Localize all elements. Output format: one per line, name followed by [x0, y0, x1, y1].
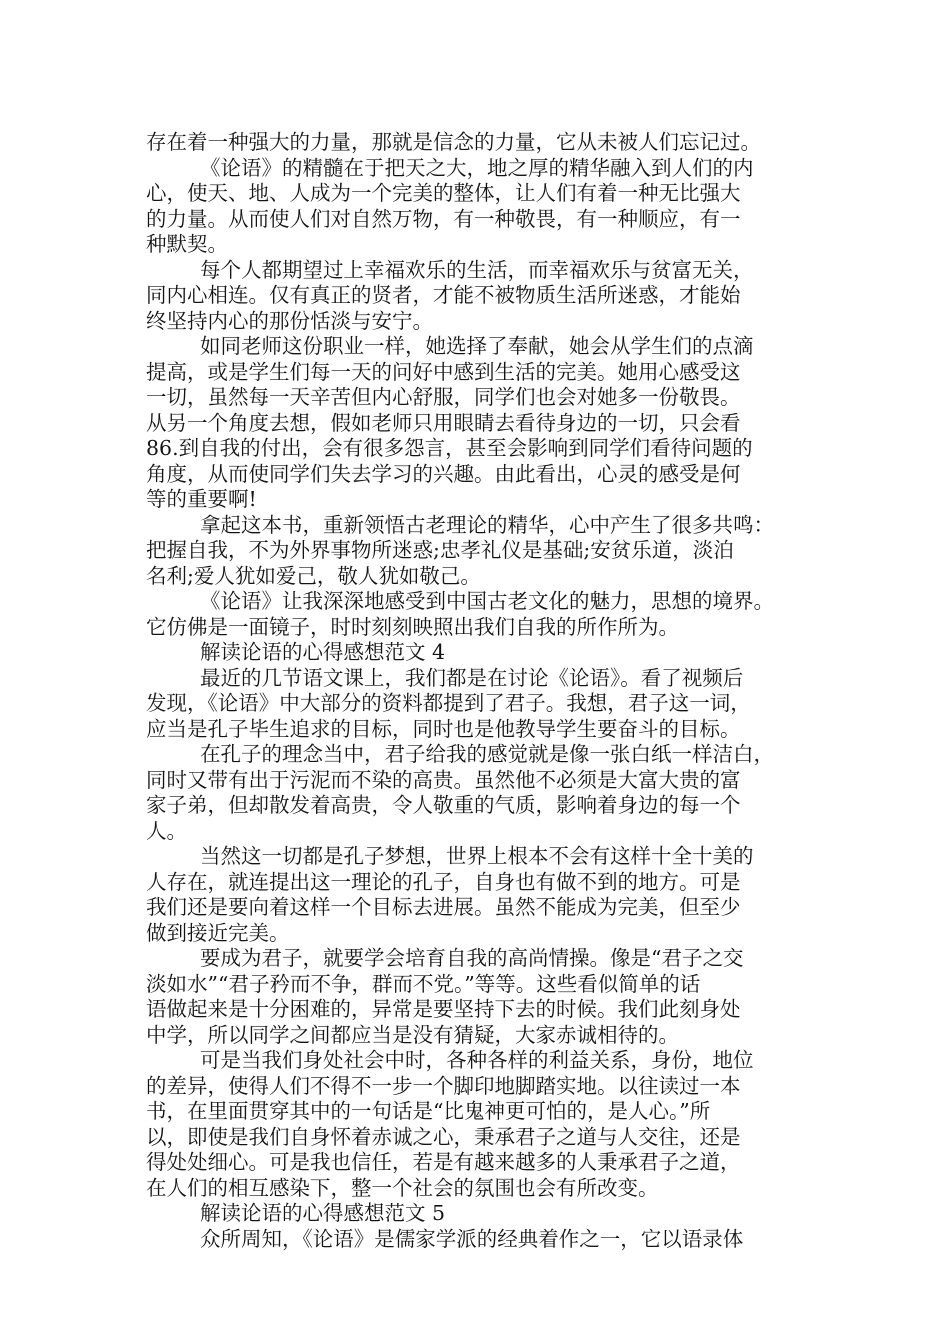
text-line: 86.到自我的付出，会有很多怨言，甚至会影响到同学们看待问题的 [146, 436, 753, 460]
text-line: 人。 [146, 818, 187, 843]
text-line: 心，使天、地、人成为一个完美的整体，让人们有着一种无比强大 [146, 181, 741, 205]
text-line: 书，在里面贯穿其中的一句话是“比鬼神更可怕的，是人心。”所 [146, 1099, 711, 1123]
text-line: 淡如水”“君子矜而不争，群而不党。”等等。这些看似简单的话 [146, 971, 701, 996]
text-line: 人存在，就连提出这一理论的孔子，自身也有做不到的地方。可是 [146, 869, 741, 894]
text-line: 同内心相连。仅有真正的贤者，才能不被物质生活所迷惑，才能始 [146, 283, 741, 307]
text-line: 拿起这本书，重新领悟古老理论的精华，心中产生了很多共鸣： [200, 512, 774, 537]
text-line: 存在着一种强大的力量，那就是信念的力量，它从未被人们忘记过。 [146, 130, 761, 154]
section-heading: 解读论语的心得感想范文 4 [200, 640, 446, 664]
text-line: 得处处细心。可是我也信任，若是有越来越多的人秉承君子之道， [146, 1150, 741, 1174]
text-line: 可是当我们身处社会中时，各种各样的利益关系，身份，地位 [200, 1048, 754, 1072]
text-line: 终坚持内心的那份恬淡与安宁。 [146, 308, 433, 333]
document-body [146, 130, 826, 1252]
text-line: 的差异，使得人们不得不一步一个脚印地脚踏实地。以往读过一本 [146, 1073, 741, 1098]
text-line: 在孔子的理念当中，君子给我的感觉就是像一张白纸一样洁白， [200, 742, 774, 766]
text-line: 的力量。从而使人们对自然万物，有一种敬畏，有一种顺应，有一 [146, 206, 741, 231]
text-line: 从另一个角度去想，假如老师只用眼睛去看待身边的一切，只会看 [146, 410, 741, 435]
text-line: 种默契。 [146, 232, 228, 256]
text-line: 如同老师这份职业一样，她选择了奉献，她会从学生们的点滴 [200, 334, 754, 358]
text-line: 做到接近完美。 [146, 920, 290, 945]
text-line: 每个人都期望过上幸福欢乐的生活，而幸福欢乐与贫富无关， [200, 257, 754, 282]
text-line: 中学，所以同学之间都应当是没有猜疑，大家赤诚相待的。 [146, 1022, 679, 1047]
text-line: 《论语》的精髓在于把天之大，地之厚的精华融入到人们的内 [200, 155, 754, 180]
text-line: 以，即使是我们自身怀着赤诚之心，秉承君子之道与人交往，还是 [146, 1124, 741, 1149]
text-line: 要成为君子，就要学会培育自我的高尚情操。像是“君子之交 [200, 946, 744, 970]
text-line: 一切，虽然每一天辛苦但内心舒服，同学们也会对她多一份敬畏。 [146, 385, 741, 409]
text-line: 语做起来是十分困难的，异常是要坚持下去的时候。我们此刻身处 [146, 997, 741, 1021]
text-line: 家子弟，但却散发着高贵，令人敬重的气质，影响着身边的每一个 [146, 793, 741, 817]
section-heading: 解读论语的心得感想范文 5 [200, 1201, 446, 1225]
text-line: 应当是孔子毕生追求的目标，同时也是他教导学生要奋斗的目标。 [146, 716, 741, 741]
text-line: 名利;爱人犹如爱己，敬人犹如敬己。 [146, 563, 481, 588]
text-line: 同时又带有出于污泥而不染的高贵。虽然他不必须是大富大贵的富 [146, 767, 741, 792]
text-line: 《论语》让我深深地感受到中国古老文化的魅力，思想的境界。 [200, 589, 774, 613]
text-line: 我们还是要向着这样一个目标去进展。虽然不能成为完美，但至少 [146, 895, 741, 919]
text-line: 众所周知，《论语》是儒家学派的经典着作之一，它以语录体 [200, 1226, 744, 1251]
text-line: 在人们的相互感染下，整一个社会的氛围也会有所改变。 [146, 1175, 659, 1200]
text-line: 最近的几节语文课上，我们都是在讨论《论语》。看了视频后 [200, 665, 744, 690]
text-line: 它仿佛是一面镜子，时时刻刻映照出我们自我的所作所为。 [146, 614, 679, 639]
text-line: 把握自我，不为外界事物所迷惑;忠孝礼仪是基础;安贫乐道，淡泊 [146, 538, 734, 562]
text-line: 提高，或是学生们每一天的问好中感到生活的完美。她用心感受这 [146, 359, 741, 384]
text-line: 等的重要啊! [146, 487, 257, 511]
text-line: 发现，《论语》中大部分的资料都提到了君子。我想，君子这一词， [146, 691, 751, 715]
text-line: 当然这一切都是孔子梦想，世界上根本不会有这样十全十美的 [200, 844, 754, 868]
text-line: 角度，从而使同学们失去学习的兴趣。由此看出，心灵的感受是何 [146, 461, 741, 486]
